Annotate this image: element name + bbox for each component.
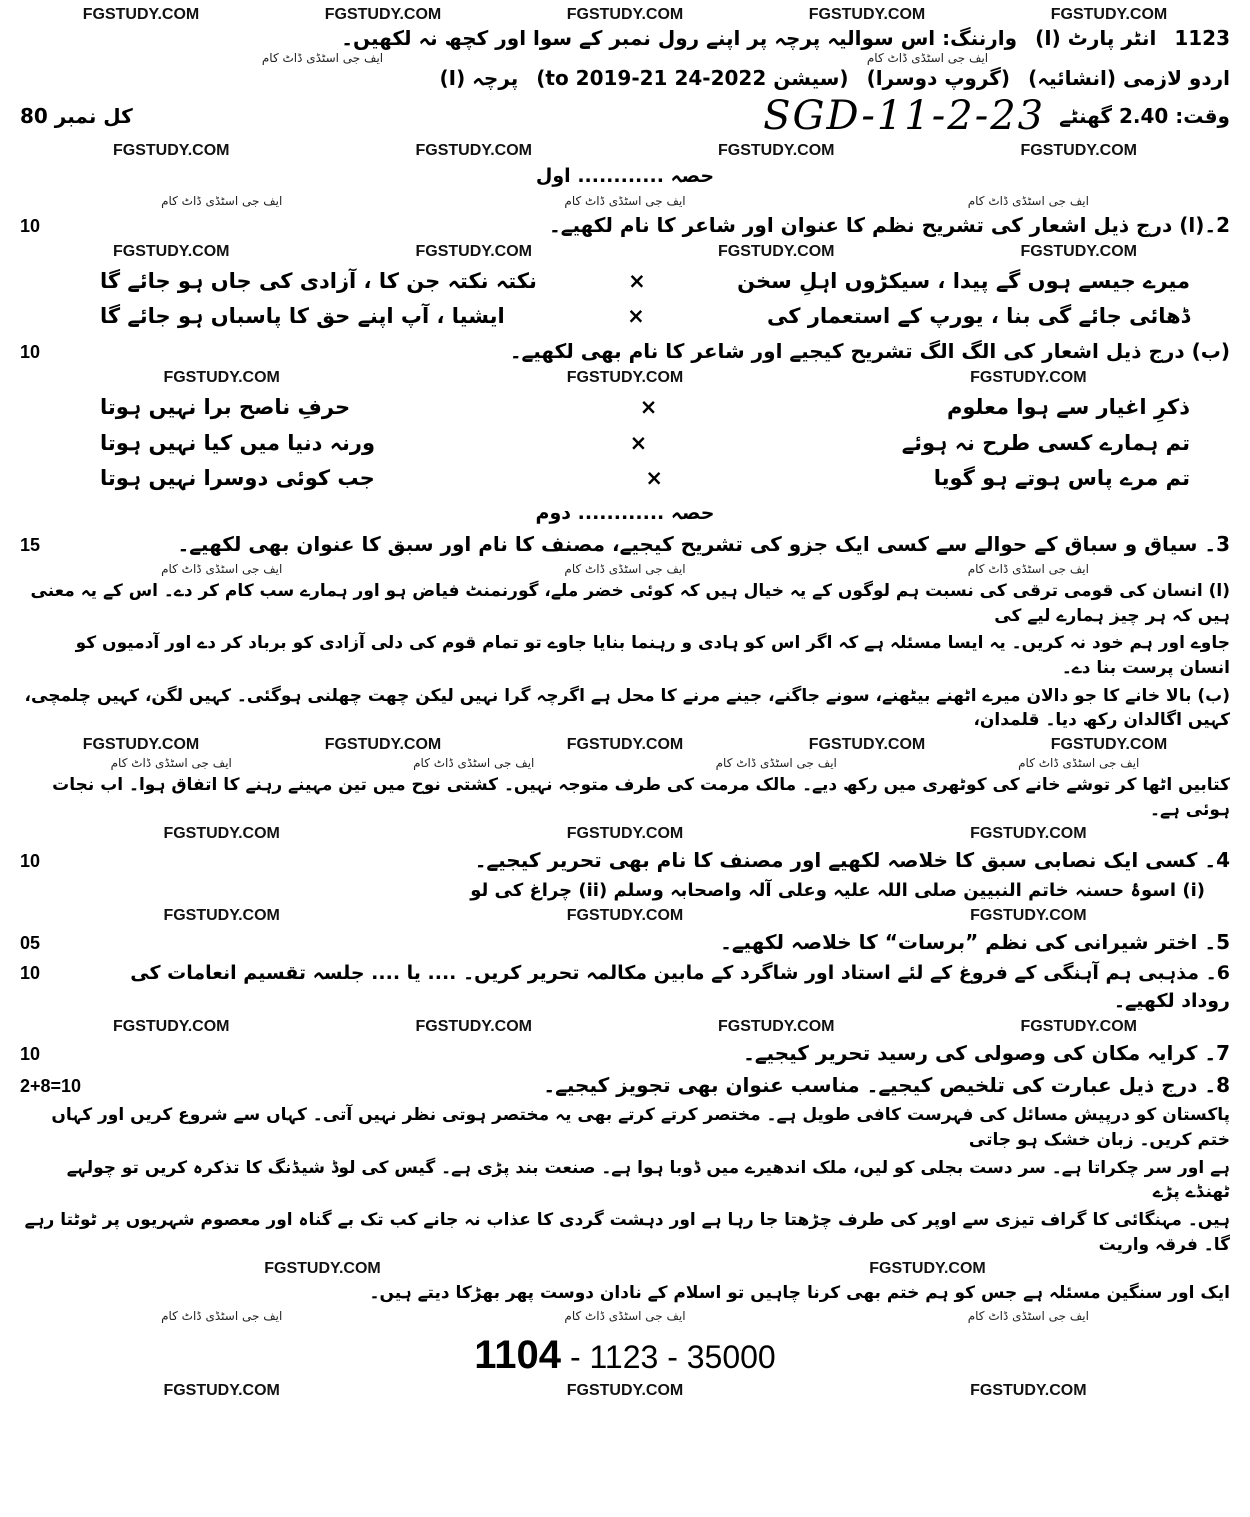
- watermark: FGSTUDY.COM: [113, 142, 230, 159]
- watermark: FGSTUDY.COM: [1020, 242, 1137, 260]
- watermark-urdu: ایف جی اسٹڈی ڈاٹ کام: [110, 755, 232, 770]
- question-8-row: [20, 1071, 1230, 1100]
- verse-first-line: ذکرِ اغیار سے ہوا معلوم: [947, 395, 1190, 420]
- watermark: FGSTUDY.COM: [163, 907, 280, 925]
- question-3-row: [20, 530, 1230, 559]
- verse-couplet: [100, 464, 1190, 493]
- section-1-row: [20, 163, 1230, 191]
- marks-7: 10: [20, 1044, 41, 1065]
- verse-separator: ×: [628, 268, 646, 293]
- watermark-row: [20, 142, 1230, 160]
- watermark-row: [20, 243, 1230, 261]
- watermark: FGSTUDY.COM: [808, 6, 926, 23]
- verse-separator: ×: [629, 430, 648, 455]
- watermark: FGSTUDY.COM: [869, 1260, 986, 1278]
- watermark-urdu: ایف جی اسٹڈی ڈاٹ کام: [564, 562, 686, 577]
- subject-title: اردو لازمی (انشائیہ): [1028, 66, 1230, 90]
- time-label: وقت: 2.40 گھنٹے: [1059, 103, 1230, 128]
- watermark-urdu: ایف جی اسٹڈی ڈاٹ کام: [261, 51, 384, 65]
- watermark-urdu: ایف جی اسٹڈی ڈاٹ کام: [413, 755, 535, 770]
- question-8: 8۔ درج ذیل عبارت کی تلخیص کیجیے۔ مناسب عنوان بھی تجویز کیجیے۔: [543, 1073, 1230, 1098]
- watermark-urdu-row: [20, 562, 1230, 576]
- watermark: FGSTUDY.COM: [718, 142, 835, 159]
- watermark-row: [20, 1018, 1230, 1036]
- watermark-urdu: ایف جی اسٹڈی ڈاٹ کام: [1018, 755, 1140, 770]
- watermark: FGSTUDY.COM: [82, 735, 200, 753]
- marks-2a: 10: [20, 215, 41, 236]
- passage-8-line-2: ہے اور سر چکراتا ہے۔ سر دست بجلی کو لیں، ملک اندھیرے میں ڈوبا ہوا ہے۔ صنعت بند پڑی ہے۔ گیس کی لوڈ شیڈنگ کا تذکرہ کریں تو چولہے ٹھنڈے پڑے: [66, 1157, 1230, 1203]
- marks-6: 10: [20, 963, 41, 984]
- question-2a: 2۔(ا) درج ذیل اشعار کی تشریح نظم کا عنوان اور شاعر کا نام لکھیے۔: [549, 212, 1230, 237]
- watermark-urdu: ایف جی اسٹڈی ڈاٹ کام: [564, 193, 686, 208]
- watermark-urdu-row: [20, 1309, 1230, 1323]
- watermark: FGSTUDY.COM: [566, 907, 684, 925]
- question-7-row: [20, 1039, 1230, 1068]
- question-6: 6۔ مذہبی ہم آہنگی کے فروغ کے لئے استاد اور شاگرد کے مابین مکالمہ تحریر کریں۔ .... یا .... جلسہ تقسیم انعامات کی روداد لکھیے۔: [130, 962, 1230, 1012]
- footer-code-main: 1104: [474, 1332, 562, 1377]
- verse-second-line: ورنہ دنیا میں کیا نہیں ہوتا: [100, 430, 376, 455]
- watermark: FGSTUDY.COM: [970, 369, 1087, 387]
- watermark: FGSTUDY.COM: [264, 1260, 381, 1278]
- section-heading-1: حصہ ............ اول: [535, 165, 715, 187]
- question-5-row: [20, 928, 1230, 957]
- watermark: FGSTUDY.COM: [718, 1018, 835, 1036]
- passage-b-line-2: کتابیں اٹھا کر توشے خانے کی کوٹھری میں رکھ دیے۔ مالک مرمت کی طرف متوجہ نہیں۔ کشتی نوح میں تین مہینے رہنے کا اتفاق ہوا۔ اب نجات ہوئی ہے۔: [52, 774, 1230, 820]
- watermark: FGSTUDY.COM: [1020, 142, 1137, 159]
- verse-couplet: [100, 302, 1190, 331]
- watermark: FGSTUDY.COM: [566, 369, 684, 387]
- watermark: FGSTUDY.COM: [163, 825, 280, 843]
- verse-first-line: میرے جیسے ہوں گے پیدا ، سیکڑوں اہلِ سخن: [737, 268, 1190, 293]
- question-4: 4۔ کسی ایک نصابی سبق کا خلاصہ لکھیے اور مصنف کا نام بھی تحریر کیجیے۔: [474, 848, 1230, 873]
- footer-code-rest: - 1123 - 35000: [569, 1338, 776, 1375]
- watermark: FGSTUDY.COM: [113, 1018, 230, 1036]
- question-6-row: [20, 960, 1230, 1015]
- watermark-urdu: ایف جی اسٹڈی ڈاٹ کام: [866, 51, 989, 65]
- verses-2b: [20, 393, 1230, 493]
- question-3: 3۔ سیاق و سباق کے حوالے سے کسی ایک جزو کی تشریح کیجیے، مصنف کا نام اور سبق کا عنوان بھی لکھیے۔: [177, 532, 1230, 557]
- question-5: 5۔ اختر شیرانی کی نظم ”برسات“ کا خلاصہ لکھیے۔: [720, 930, 1230, 955]
- watermark: FGSTUDY.COM: [970, 825, 1087, 843]
- group-label: (گروپ دوسرا): [866, 66, 1011, 90]
- watermark: FGSTUDY.COM: [113, 242, 230, 260]
- passage-b-line-1: (ب) بالا خانے کا جو دالان میرے اٹھنے بیٹھنے، سونے جاگنے، جینے مرنے کا محل ہے اگرچہ گرا نہیں لیکن چھت چھلنی ہوگئی۔ کہیں لگن، کہیں چلمچی، کہیں اگالدان رکھ دیا۔ قلمدان،: [24, 685, 1230, 731]
- watermark-urdu: ایف جی اسٹڈی ڈاٹ کام: [161, 1308, 283, 1323]
- verse-couplet: [100, 267, 1190, 296]
- watermark: FGSTUDY.COM: [82, 6, 200, 23]
- watermark-urdu: ایف جی اسٹڈی ڈاٹ کام: [967, 562, 1089, 577]
- passage-a-line-2: جاوے اور ہم خود نہ کریں۔ یہ ایسا مسئلہ ہے کہ اگر اس کو ہادی و رہنما بنایا جاوے تو تمام قوم کی دلی آزادی کو برباد کر دے اور آدمیوں کو انسان پرست بنا دے۔: [75, 633, 1230, 678]
- section-2-row: [20, 500, 1230, 528]
- warning-text: وارننگ: اس سوالیہ پرچہ پر اپنے رول نمبر کے سوا اور کچھ نہ لکھیں۔: [341, 26, 1018, 50]
- verse-separator: ×: [639, 395, 658, 420]
- session-label: (سیشن 2022-24 to 2019-21): [536, 66, 849, 90]
- watermark: FGSTUDY.COM: [970, 1381, 1087, 1399]
- watermark-row: [20, 1382, 1230, 1400]
- passage-8-line-1: پاکستان کو درپیش مسائل کی فہرست کافی طویل ہے۔ مختصر کرتے کرتے بھی یہ مختصر ہوتی نظر نہیں آتی۔ کہاں سے شروع کریں اور کہاں ختم کریں۔ زبان خشک ہو جاتی: [51, 1105, 1230, 1150]
- watermark: FGSTUDY.COM: [566, 825, 684, 843]
- watermark: FGSTUDY.COM: [415, 242, 532, 260]
- part-label: انٹر پارٹ (I): [1035, 26, 1157, 50]
- verse-separator: ×: [627, 303, 645, 328]
- verse-second-line: نکتہ نکتہ جن کا ، آزادی کی جاں ہو جائے گا: [100, 268, 537, 293]
- verse-first-line: تم ہمارے کسی طرح نہ ہوئے: [901, 430, 1190, 455]
- verse-couplet: [100, 393, 1190, 422]
- passage-8-line-4: ایک اور سنگین مسئلہ ہے جس کو ہم ختم بھی کرنا چاہیں تو اسلام کے نادان دوست پھر بھڑکا دیتے ہیں۔: [369, 1283, 1230, 1304]
- header-line-3: [20, 93, 1230, 139]
- verse-first-line: تم مرے پاس ہوتے ہو گویا: [933, 466, 1190, 491]
- passage-a-line-1: (ا) انسان کی قومی ترقی کی نسبت ہم لوگوں کے یہ خیال ہیں کہ کوئی خضر ملے، گورنمنٹ فیاض ہو اور ہمارے سب کام کر دے۔ اس کے یہ معنی ہیں کہ ہر چیز ہمارے لیے کی: [30, 581, 1230, 626]
- watermark: FGSTUDY.COM: [324, 735, 442, 753]
- question-2a-row: [20, 211, 1230, 240]
- watermark: FGSTUDY.COM: [1020, 1018, 1137, 1036]
- section-heading-2: حصہ ............ دوم: [535, 501, 715, 524]
- watermark: FGSTUDY.COM: [566, 735, 684, 753]
- question-7: 7۔ کرایہ مکان کی وصولی کی رسید تحریر کیجیے۔: [743, 1041, 1230, 1066]
- watermark-row: [20, 369, 1230, 387]
- watermark: FGSTUDY.COM: [1050, 735, 1168, 753]
- paper-label: پرچہ (I): [439, 66, 519, 90]
- watermark: FGSTUDY.COM: [566, 6, 684, 23]
- watermark-urdu: ایف جی اسٹڈی ڈاٹ کام: [967, 1308, 1089, 1323]
- verse-second-line: جب کوئی دوسرا نہیں ہوتا: [100, 466, 375, 491]
- watermark: FGSTUDY.COM: [1050, 6, 1168, 23]
- question-2b-row: [20, 337, 1230, 366]
- watermark-row: [20, 825, 1230, 843]
- watermark-urdu-row: [20, 194, 1230, 208]
- header-line-1: [20, 26, 1230, 50]
- watermark-row: [20, 6, 1230, 24]
- marks-3: 15: [20, 535, 41, 556]
- watermark-row: [20, 907, 1230, 925]
- watermark-urdu: ایف جی اسٹڈی ڈاٹ کام: [564, 1308, 686, 1323]
- watermark: FGSTUDY.COM: [415, 142, 532, 159]
- watermark: FGSTUDY.COM: [163, 1381, 280, 1399]
- paper-code: 1123: [1174, 26, 1230, 50]
- footer-code: [20, 1333, 1230, 1378]
- verse-second-line: حرفِ ناصح برا نہیں ہوتا: [100, 395, 351, 420]
- marks-8: 2+8=10: [20, 1076, 82, 1097]
- watermark-urdu: ایف جی اسٹڈی ڈاٹ کام: [967, 193, 1089, 208]
- verse-second-line: ایشیا ، آپ اپنے حق کا پاسباں ہو جائے گا: [100, 303, 505, 328]
- watermark: FGSTUDY.COM: [718, 242, 835, 260]
- watermark: FGSTUDY.COM: [163, 369, 280, 387]
- watermark-urdu: ایف جی اسٹڈی ڈاٹ کام: [161, 193, 283, 208]
- header-line-2: [20, 66, 1230, 90]
- watermark: FGSTUDY.COM: [566, 1381, 684, 1399]
- marks-2b: 10: [20, 342, 41, 363]
- question-4-row: [20, 846, 1230, 875]
- watermark-urdu-row: [20, 756, 1230, 770]
- verse-separator: ×: [645, 466, 664, 491]
- marks-4: 10: [20, 851, 41, 872]
- watermark: FGSTUDY.COM: [415, 1018, 532, 1036]
- passage-8-line-3: ہیں۔ مہنگائی کا گراف تیزی سے اوپر کی طرف چڑھتا جا رہا ہے اور دہشت گردی کا عذاب نہ جانے کب تک بے گناہ اور معصوم شہریوں پر ٹوٹتا رہے گا۔ فرقہ واریت: [24, 1209, 1230, 1255]
- watermark: FGSTUDY.COM: [808, 735, 926, 753]
- watermark-urdu: ایف جی اسٹڈی ڈاٹ کام: [715, 755, 837, 770]
- handwritten-note: SGD-11-2-23: [763, 93, 1046, 139]
- question-4-options: (i) اسوۂ حسنہ خاتم النبیین صلی اللہ علیہ وعلی آلہ واصحابہ وسلم (ii) چراغ کی لو: [470, 880, 1205, 902]
- verse-couplet: [100, 429, 1190, 458]
- total-marks: کل نمبر 80: [20, 103, 133, 128]
- watermark-row: [20, 1260, 1230, 1278]
- verses-2a: [20, 267, 1230, 332]
- watermark-urdu-row: [20, 51, 1230, 65]
- verse-first-line: ڈھائی جائے گی بنا ، یورپ کے استعمار کی: [767, 303, 1190, 328]
- watermark: FGSTUDY.COM: [970, 907, 1087, 925]
- marks-5: 05: [20, 933, 41, 954]
- watermark-row: [20, 736, 1230, 754]
- question-2b: (ب) درج ذیل اشعار کی الگ الگ تشریح کیجیے اور شاعر کا نام بھی لکھیے۔: [509, 339, 1230, 364]
- watermark: FGSTUDY.COM: [324, 6, 442, 23]
- watermark-urdu: ایف جی اسٹڈی ڈاٹ کام: [161, 562, 283, 577]
